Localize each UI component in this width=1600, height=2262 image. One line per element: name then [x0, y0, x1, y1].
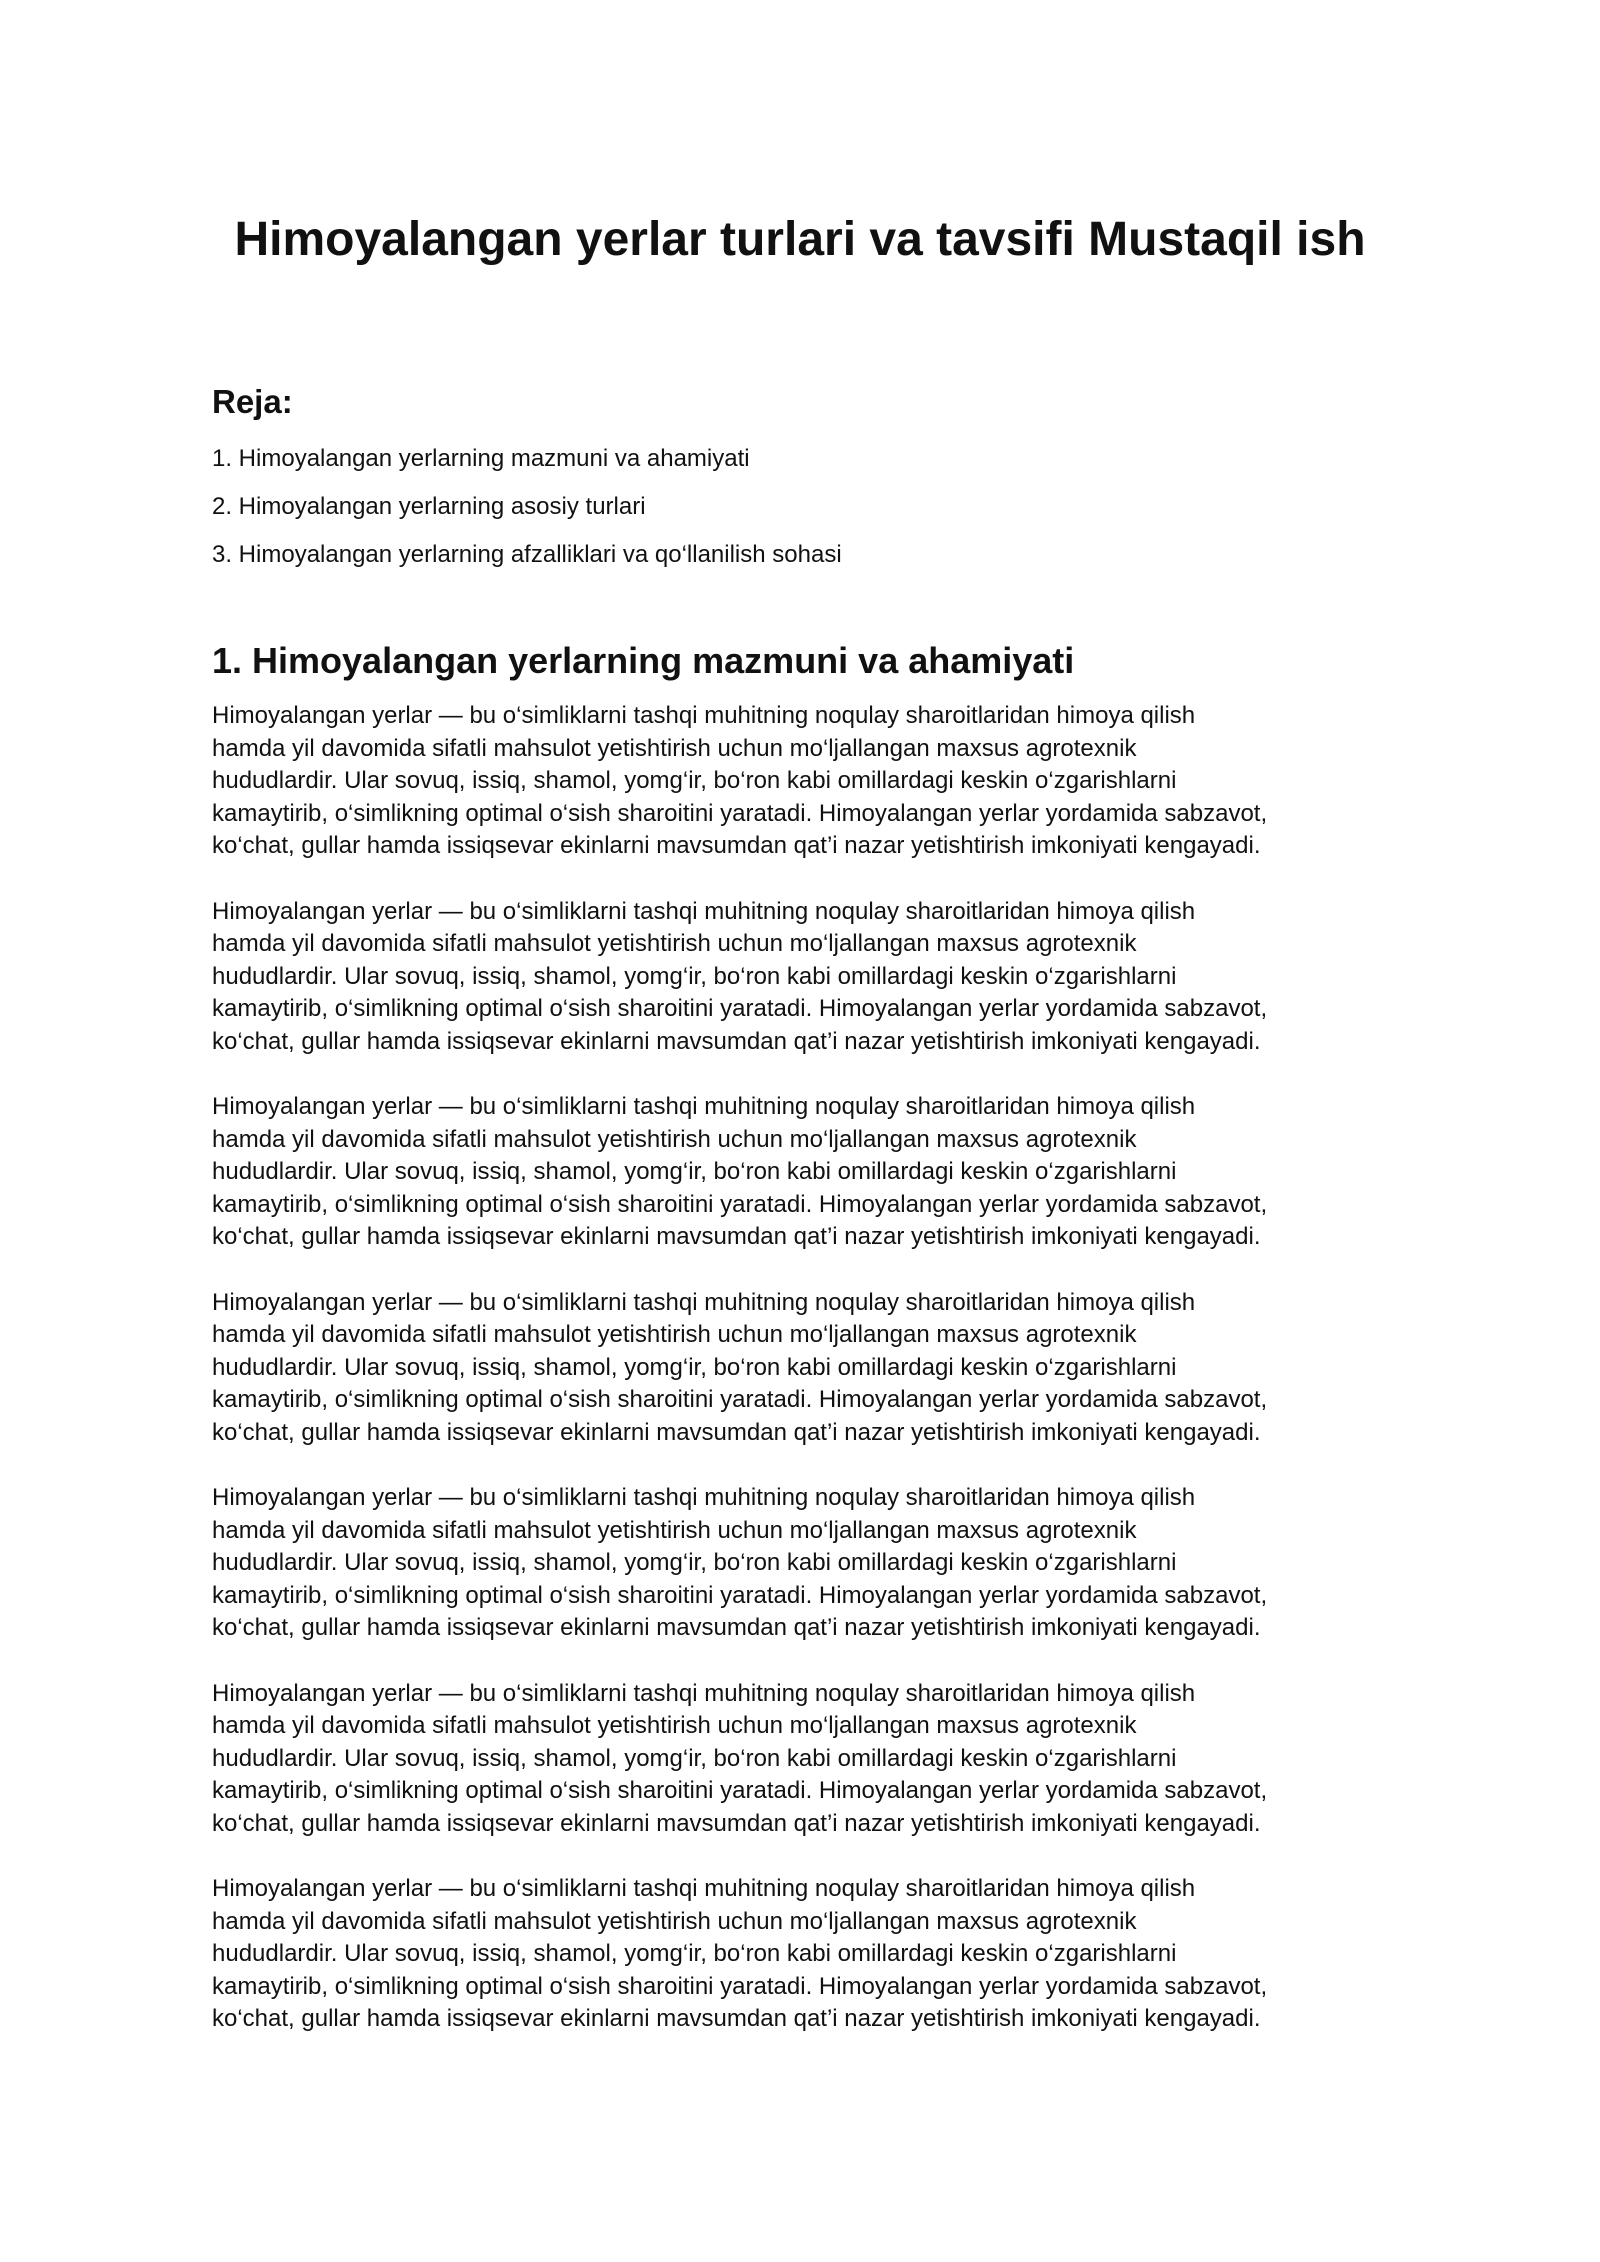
paragraph-2: Himoyalangan yerlar — bu o‘simliklarni tashqi muhitning noqulay sharoitlaridan himoya qilish hamda yil davomida sifatli mahsulot yetishtirish uchun mo‘ljallangan maxsus agrotexnik hududlardir. Ular sovuq, issiq, shamol, yomg‘ir, bo‘ron kabi omillardagi keskin o‘zgarishlarni kamaytirib, o‘simlikning optimal o‘sish sharoitini yaratadi. Himoyalangan yerlar yordamida sabzavot, ko‘chat, gullar hamda issiqsevar ekinlarni mavsumdan qat’i nazar yetishtirish imkoniyati kengayadi.: [212, 897, 1268, 1055]
plan-item-1: 1. Himoyalangan yerlarning mazmuni va ahamiyati: [212, 445, 750, 472]
paragraph-5: Himoyalangan yerlar — bu o‘simliklarni tashqi muhitning noqulay sharoitlaridan himoya qilish hamda yil davomida sifatli mahsulot yetishtirish uchun mo‘ljallangan maxsus agrotexnik hududlardir. Ular sovuq, issiq, shamol, yomg‘ir, bo‘ron kabi omillardagi keskin o‘zgarishlarni kamaytirib, o‘simlikning optimal o‘sish sharoitini yaratadi. Himoyalangan yerlar yordamida sabzavot, ko‘chat, gullar hamda issiqsevar ekinlarni mavsumdan qat’i nazar yetishtirish imkoniyati kengayadi.: [212, 1484, 1268, 1641]
section-heading: 1. Himoyalangan yerlarning mazmuni va ahamiyati: [212, 640, 1075, 681]
plan-item-3: 3. Himoyalangan yerlarning afzalliklari va qo‘llanilish sohasi: [212, 541, 842, 568]
paragraph-4: Himoyalangan yerlar — bu o‘simliklarni tashqi muhitning noqulay sharoitlaridan himoya qilish hamda yil davomida sifatli mahsulot yetishtirish uchun mo‘ljallangan maxsus agrotexnik hududlardir. Ular sovuq, issiq, shamol, yomg‘ir, bo‘ron kabi omillardagi keskin o‘zgarishlarni kamaytirib, o‘simlikning optimal o‘sish sharoitini yaratadi. Himoyalangan yerlar yordamida sabzavot, ko‘chat, gullar hamda issiqsevar ekinlarni mavsumdan qat’i nazar yetishtirish imkoniyati kengayadi.: [212, 1288, 1268, 1446]
document-content: [212, 368, 1412, 2069]
plan-item-2: 2. Himoyalangan yerlarning asosiy turlari: [212, 493, 646, 520]
paragraph-6: Himoyalangan yerlar — bu o‘simliklarni tashqi muhitning noqulay sharoitlaridan himoya qilish hamda yil davomida sifatli mahsulot yetishtirish uchun mo‘ljallangan maxsus agrotexnik hududlardir. Ular sovuq, issiq, shamol, yomg‘ir, bo‘ron kabi omillardagi keskin o‘zgarishlarni kamaytirib, o‘simlikning optimal o‘sish sharoitini yaratadi. Himoyalangan yerlar yordamida sabzavot, ko‘chat, gullar hamda issiqsevar ekinlarni mavsumdan qat’i nazar yetishtirish imkoniyati kengayadi.: [212, 1679, 1268, 1837]
document-title: Himoyalangan yerlar turlari va tavsifi Mustaqil ish: [234, 213, 1366, 266]
plan-heading: Reja:: [212, 383, 293, 420]
plan-list: [212, 442, 1412, 572]
paragraph-7: Himoyalangan yerlar — bu o‘simliklarni tashqi muhitning noqulay sharoitlaridan himoya qilish hamda yil davomida sifatli mahsulot yetishtirish uchun mo‘ljallangan maxsus agrotexnik hududlardir. Ular sovuq, issiq, shamol, yomg‘ir, bo‘ron kabi omillardagi keskin o‘zgarishlarni kamaytirib, o‘simlikning optimal o‘sish sharoitini yaratadi. Himoyalangan yerlar yordamida sabzavot, ko‘chat, gullar hamda issiqsevar ekinlarni mavsumdan qat’i nazar yetishtirish imkoniyati kengayadi.: [212, 1875, 1268, 2032]
paragraph-1: Himoyalangan yerlar — bu o‘simliklarni tashqi muhitning noqulay sharoitlaridan himoya qilish hamda yil davomida sifatli mahsulot yetishtirish uchun mo‘ljallangan maxsus agrotexnik hududlardir. Ular sovuq, issiq, shamol, yomg‘ir, bo‘ron kabi omillardagi keskin o‘zgarishlarni kamaytirib, o‘simlikning optimal o‘sish sharoitini yaratadi. Himoyalangan yerlar yordamida sabzavot, ko‘chat, gullar hamda issiqsevar ekinlarni mavsumdan qat’i nazar yetishtirish imkoniyati kengayadi.: [212, 702, 1268, 859]
paragraph-3: Himoyalangan yerlar — bu o‘simliklarni tashqi muhitning noqulay sharoitlaridan himoya qilish hamda yil davomida sifatli mahsulot yetishtirish uchun mo‘ljallangan maxsus agrotexnik hududlardir. Ular sovuq, issiq, shamol, yomg‘ir, bo‘ron kabi omillardagi keskin o‘zgarishlarni kamaytirib, o‘simlikning optimal o‘sish sharoitini yaratadi. Himoyalangan yerlar yordamida sabzavot, ko‘chat, gullar hamda issiqsevar ekinlarni mavsumdan qat’i nazar yetishtirish imkoniyati kengayadi.: [212, 1093, 1268, 1250]
